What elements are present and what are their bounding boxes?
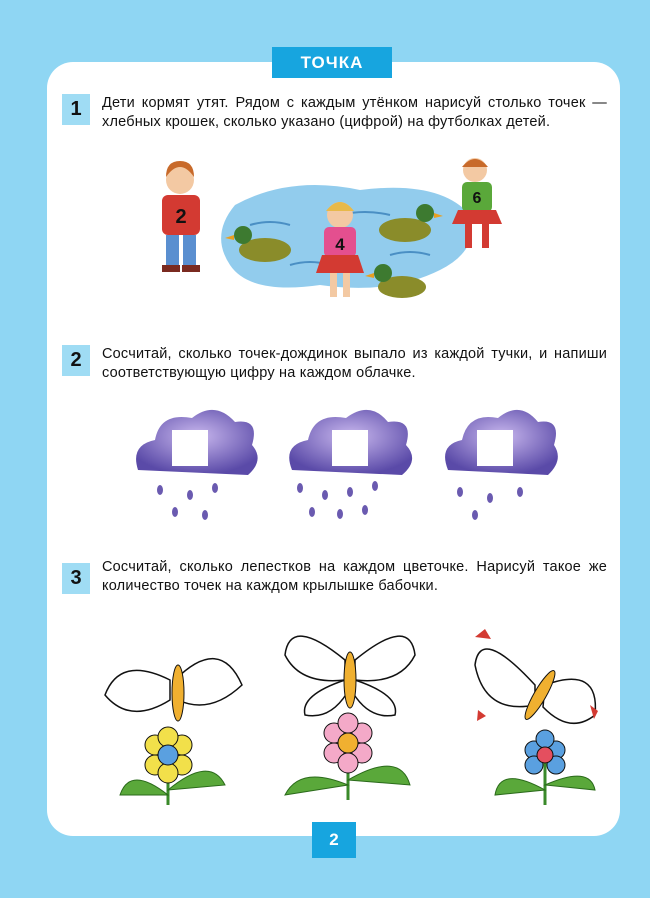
kids-feeding-ducks-illustration: [140, 155, 540, 315]
task-2-text: Сосчитай, сколько точек-дождинок выпало из каждой тучки, и напиши соответствующую цифру на каждом облачке.: [102, 346, 607, 381]
task-2-number: 2: [62, 345, 90, 376]
task-1-number: 1: [62, 94, 90, 125]
butterfly-3: [475, 629, 598, 723]
page-number: 2: [312, 822, 356, 858]
cloud-1-answer-box[interactable]: [172, 430, 208, 466]
leaves: [120, 766, 595, 795]
kid-1-shirt-number: 2: [175, 206, 187, 228]
rain-clouds-illustration: [130, 400, 560, 530]
butterfly-2: [285, 636, 415, 716]
task-3-text: Сосчитай, сколько лепестков на каждом цветочке. Нарисуй такое же количество точек на каждом крылышке бабочки.: [102, 559, 607, 594]
page-title: ТОЧКА: [272, 47, 392, 78]
butterfly-1: [105, 659, 242, 721]
cloud-2: [289, 410, 412, 475]
task-1-text: Дети кормят утят. Рядом с каждым утёнком нарисуй столько точек — хлебных крошек, сколько указано (цифрой) на футболках детей.: [102, 95, 607, 130]
kid-2-shirt-number: 4: [335, 235, 345, 254]
raindrops: [157, 481, 523, 520]
cloud-3: [445, 410, 558, 475]
kid-3-shirt-number: 6: [472, 190, 482, 207]
kid-1: [162, 161, 200, 272]
task-3-number: 3: [62, 563, 90, 594]
cloud-2-answer-box[interactable]: [332, 430, 368, 466]
cloud-3-answer-box[interactable]: [477, 430, 513, 466]
butterflies-flowers-illustration: [100, 615, 600, 815]
flower-3: [525, 730, 565, 805]
cloud-1: [136, 410, 258, 475]
